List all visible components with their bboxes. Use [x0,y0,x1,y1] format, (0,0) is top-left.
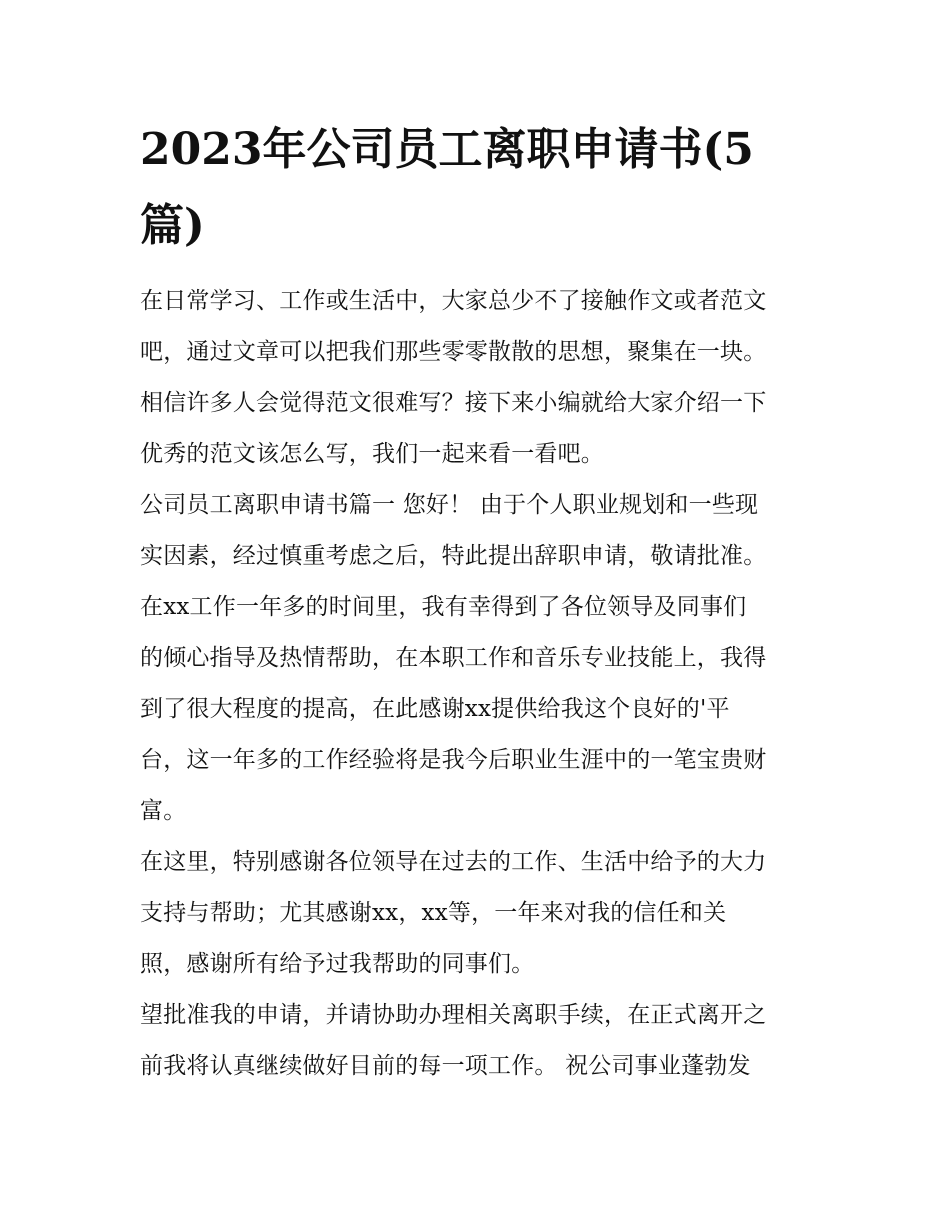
title-line-2: 篇) [140,200,205,251]
body-line: 在xx工作一年多的时间里，我有幸得到了各位领导及同事们 [140,594,747,620]
body-line: 的倾心指导及热情帮助，在本职工作和音乐专业技能上，我得 [140,645,767,671]
body-line: 前我将认真继续做好目前的每一项工作。 祝公司事业蓬勃发 [140,1053,751,1079]
body-line: 实因素，经过慎重考虑之后，特此提出辞职申请，敬请批准。 [140,543,767,569]
body-line: 在日常学习、工作或生活中，大家总少不了接触作文或者范文 [140,288,767,314]
document-title [140,112,830,264]
document-body [140,276,830,1092]
body-line: 优秀的范文该怎么写，我们一起来看一看吧。 [140,441,604,467]
body-line: 台，这一年多的工作经验将是我今后职业生涯中的一笔宝贵财 [140,747,767,773]
body-line: 公司员工离职申请书篇一 您好！ 由于个人职业规划和一些现 [140,492,759,518]
body-line: 吧，通过文章可以把我们那些零零散散的思想，聚集在一块。 [140,339,767,365]
body-line: 到了很大程度的提高，在此感谢xx提供给我这个良好的'平 [140,696,730,722]
body-line: 相信许多人会觉得范文很难写？接下来小编就给大家介绍一下 [140,390,767,416]
body-line: 望批准我的申请，并请协助办理相关离职手续，在正式离开之 [140,1002,767,1028]
body-line: 富。 [140,798,187,824]
body-line: 照，感谢所有给予过我帮助的同事们。 [140,951,535,977]
body-line: 支持与帮助；尤其感谢xx，xx等，一年来对我的信任和关 [140,900,727,926]
body-line: 在这里，特别感谢各位领导在过去的工作、生活中给予的大力 [140,849,767,875]
title-line-1: 2023年公司员工离职申请书(5 [140,124,754,175]
document-page [140,112,830,1092]
